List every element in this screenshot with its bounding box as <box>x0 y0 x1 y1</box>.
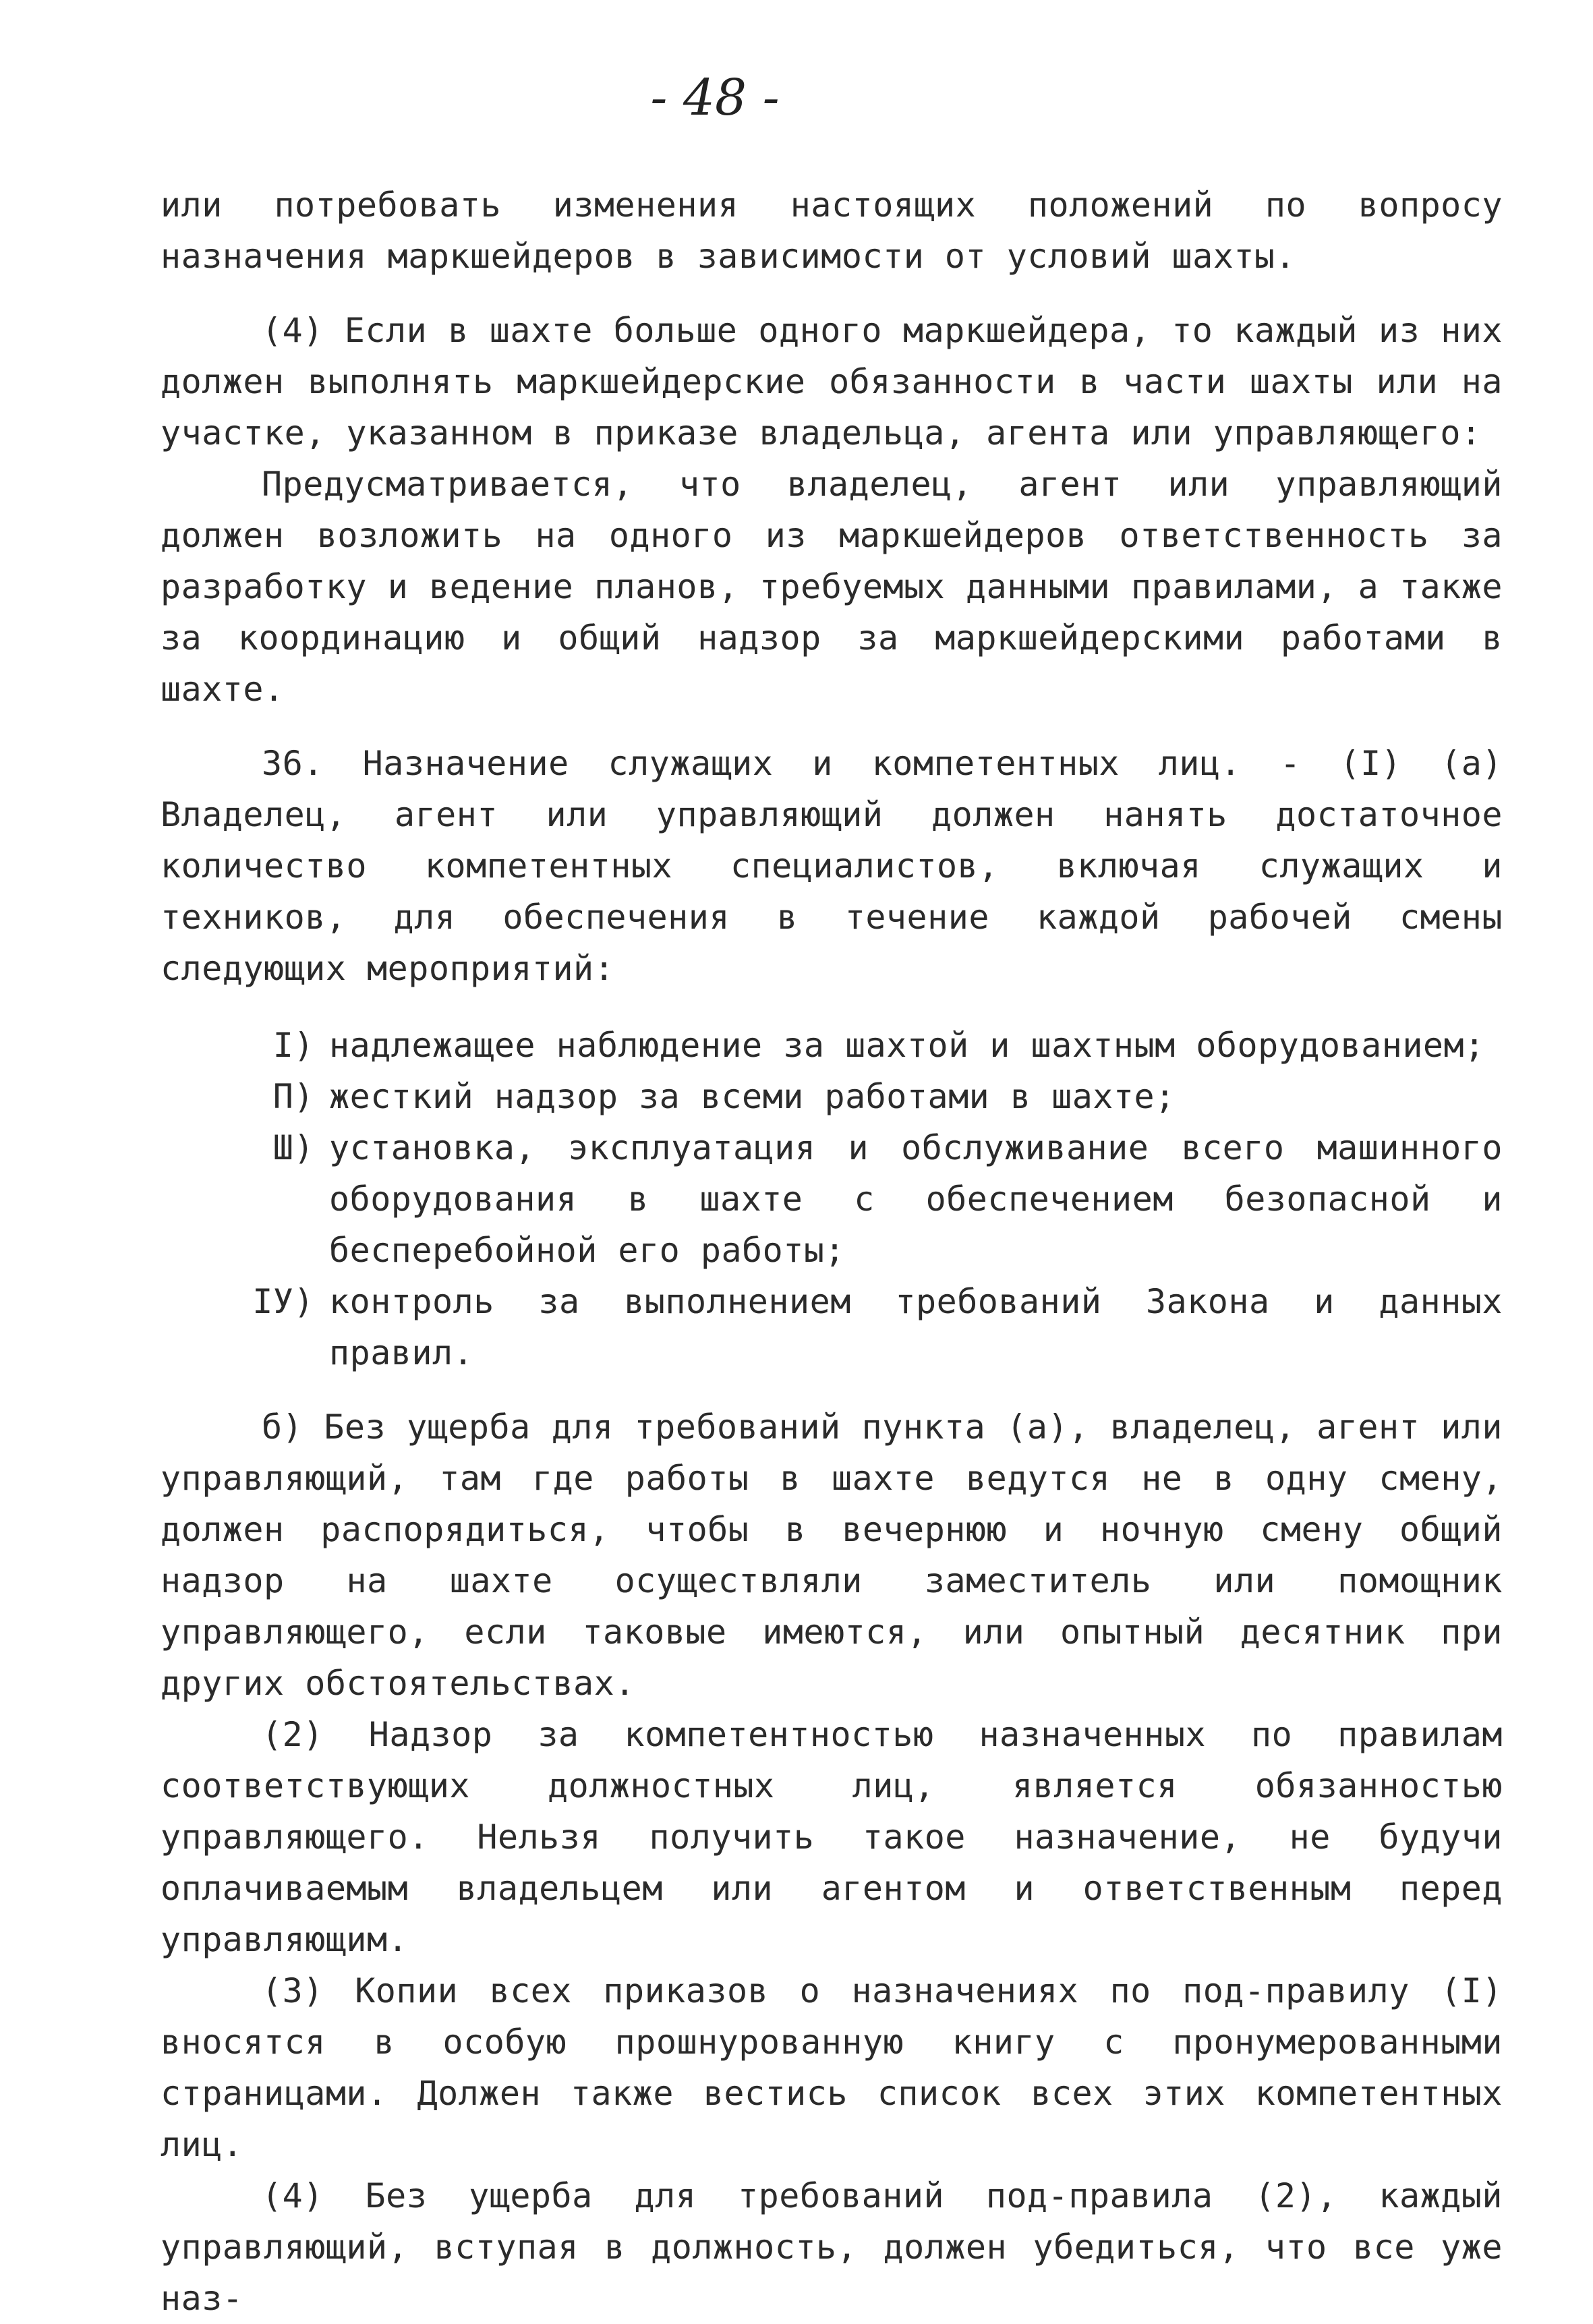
list-item-text: надлежащее наблюдение за шахтой и шахтным оборудованием; <box>329 1026 1485 1065</box>
list-item-marker: П) <box>272 1077 314 1116</box>
list-item <box>161 1020 1503 1071</box>
paragraph-clause-3: (3) Копии всех приказов о назначениях по под-правилу (I) вносятся в особую прошнурованную книгу с пронумерованными страницами. Должен также вестись список всех этих компетентных лиц. <box>161 1971 1503 2164</box>
document-body <box>161 179 1503 2324</box>
list-item-text: установка, эксплуатация и обслуживание всего машинного оборудования в шахте с обеспечением безопасной и бесперебойной его работы; <box>329 1128 1503 1270</box>
list-item-marker: I) <box>272 1026 314 1065</box>
page-number: - 48 - <box>650 69 780 127</box>
list-item <box>161 1071 1503 1122</box>
paragraph-clause-4: (4) Если в шахте больше одного маркшейдера, то каждый из них должен выполнять маркшейдерские обязанности в части шахты или на участке, указанном в приказе владельца, агента или управляющего: <box>161 311 1503 453</box>
paragraph-section-36: 36. Назначение служащих и компетентных лиц. - (I) (а) Владелец, агент или управляющий должен нанять достаточное количество компетентных специалистов, включая служащих и техников, для обеспечения в течение каждой рабочей смены следующих мероприятий: <box>161 744 1503 988</box>
list-item-text: жесткий надзор за всеми работами в шахте; <box>329 1077 1176 1116</box>
list-item <box>161 1122 1503 1276</box>
list-item-text: контроль за выполнением требований Закона и данных правил. <box>329 1282 1503 1372</box>
paragraph-subclause-b: б) Без ущерба для требований пункта (а), владелец, агент или управляющий, там где работы в шахте ведутся не в одну смену, должен распорядиться, чтобы в вечернюю и ночную смену общий надзор на шахте осуществляли заместитель или помощник управляющего, если таковые имеются, или опытный десятник при других обстоятельствах. <box>161 1407 1503 1703</box>
list-item-marker: IУ) <box>252 1282 314 1321</box>
paragraph-continuation: или потребовать изменения настоящих положений по вопросу назначения маркшейдеров в зависимости от условий шахты. <box>161 185 1503 276</box>
paragraph-proviso: Предусматривается, что владелец, агент или управляющий должен возложить на одного из маркшейдеров ответственность за разработку и ведение планов, требуемых данными правилами, а также за координацию и общий надзор за маркшейдерскими работами в шахте. <box>161 465 1503 709</box>
list-item-marker: Ш) <box>272 1128 314 1167</box>
paragraph-clause-2: (2) Надзор за компетентностью назначенных по правилам соответствующих должностных лиц, является обязанностью управляющего. Нельзя получить такое назначение, не будучи оплачиваемым владельцем или агентом и ответственным перед управляющим. <box>161 1715 1503 1959</box>
duties-list <box>161 1020 1503 1378</box>
paragraph-clause-4b: (4) Без ущерба для требований под-правила (2), каждый управляющий, вступая в должность, должен убедиться, что все уже наз- <box>161 2176 1503 2318</box>
list-item <box>161 1276 1503 1378</box>
